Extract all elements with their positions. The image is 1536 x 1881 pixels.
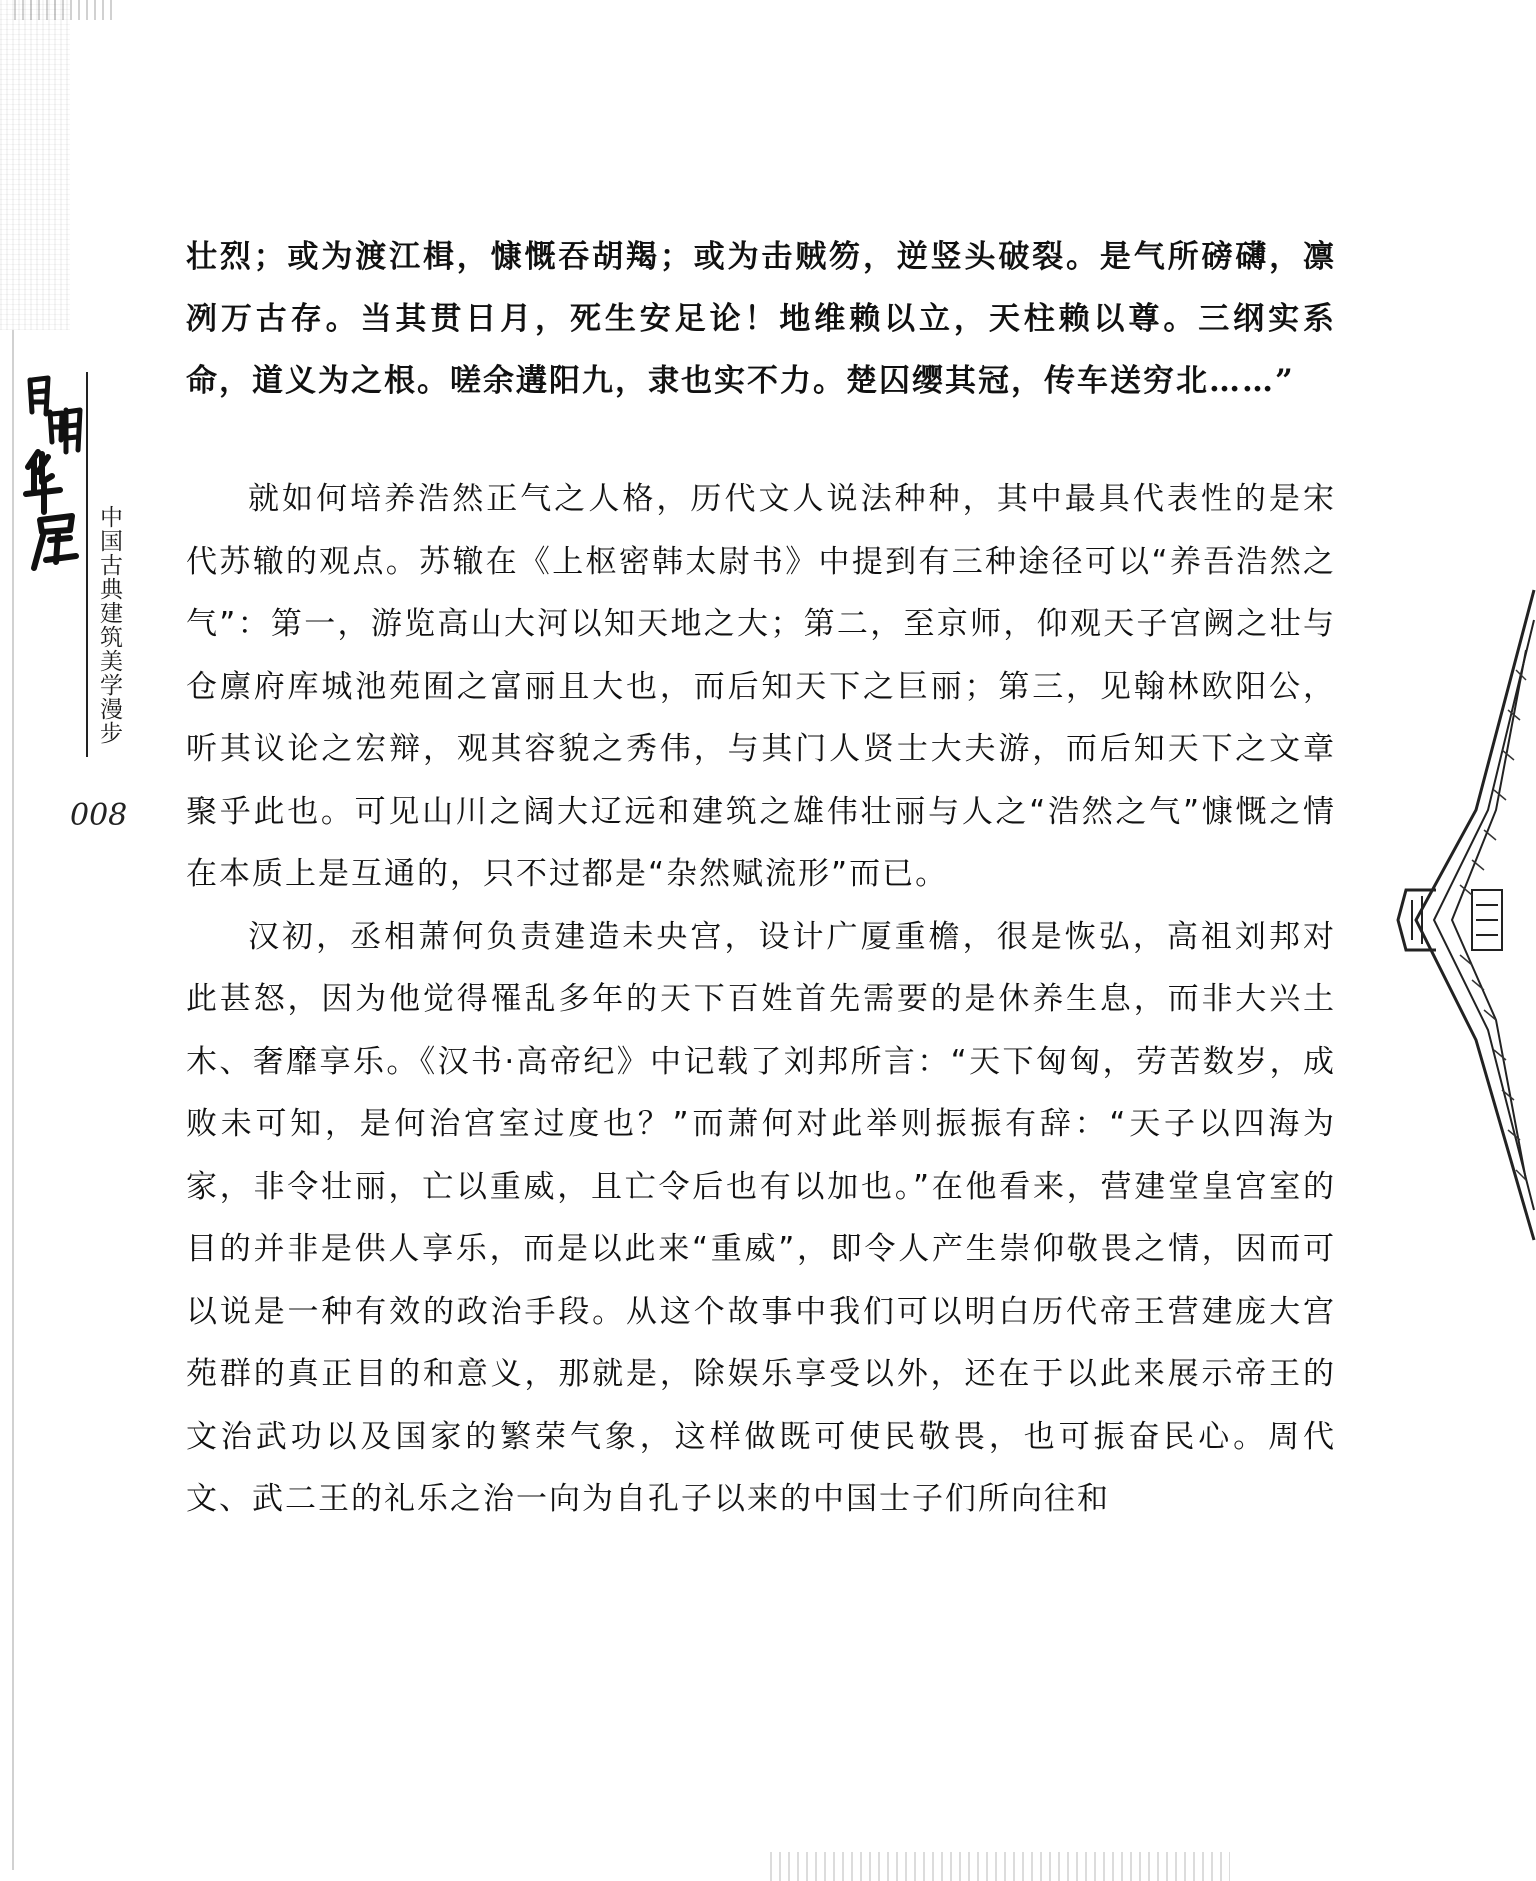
scan-edge-line xyxy=(12,330,14,1870)
scan-noise-bottom xyxy=(770,1852,1230,1881)
architecture-illustration xyxy=(1376,560,1536,1320)
sidebar-rule xyxy=(86,372,88,757)
poem-continuation: 壮烈；或为渡江楫，慷慨吞胡羯；或为击贼笏，逆竖头破裂。是气所磅礴，凛冽万古存。当其贯日月，死生安足论！地维赖以立，天柱赖以尊。三纲实系命，道义为之根。嗟余遘阳九，隶也实不力。楚囚缨其冠，传车送穷北……” xyxy=(186,239,1336,399)
paragraph-2: 汉初，丞相萧何负责建造未央宫，设计广厦重檐，很是恢弘，高祖刘邦对此甚怒，因为他觉得罹乱多年的天下百姓首先需要的是休养生息，而非大兴土木、奢靡享乐。《汉书·高帝纪》中记载了刘邦所言：“天下匈匈，劳苦数岁，成败未可知，是何治宫室过度也？”而萧何对此举则振振有辞：“天子以四海为家，非令壮丽，亡以重威，且亡令后也有以加也。”在他看来，营建堂皇宫室的目的并非是供人享乐，而是以此来“重威”，即令人产生崇仰敬畏之情，因而可以说是一种有效的政治手段。从这个故事中我们可以明白历代帝王营建庞大宫苑群的真正目的和意义，那就是，除娱乐享受以外，还在于以此来展示帝王的文治武功以及国家的繁荣气象，这样做既可使民敬畏，也可振奋民心。周代文、武二王的礼乐之治一向为自孔子以来的中国士子们所向往和 xyxy=(186,918,1336,1517)
paragraph-1: 就如何培养浩然正气之人格，历代文人说法种种，其中最具代表性的是宋代苏辙的观点。苏辙在《上枢密韩太尉书》中提到有三种途径可以“养吾浩然之气”：第一，游览高山大河以知天地之大；第二，至京师，仰观天子宫阙之壮与仓廪府库城池苑囿之富丽且大也，而后知天下之巨丽；第三，见翰林欧阳公，听其议论之宏辩，观其容貌之秀伟，与其门人贤士大夫游，而后知天下之文章聚乎此也。可见山川之阔大辽远和建筑之雄伟壮丽与人之“浩然之气”慷慨之情在本质上是互通的，只不过都是“杂然赋流形”而已。 xyxy=(186,481,1336,892)
body-text xyxy=(186,468,1336,1531)
book-subtitle: 中国古典建筑美学漫步 xyxy=(96,505,122,745)
page-number: 008 xyxy=(70,798,128,833)
scan-noise-left xyxy=(0,0,70,330)
scan-noise-top xyxy=(14,0,114,20)
book-title-calligraphy-logo xyxy=(20,372,90,572)
